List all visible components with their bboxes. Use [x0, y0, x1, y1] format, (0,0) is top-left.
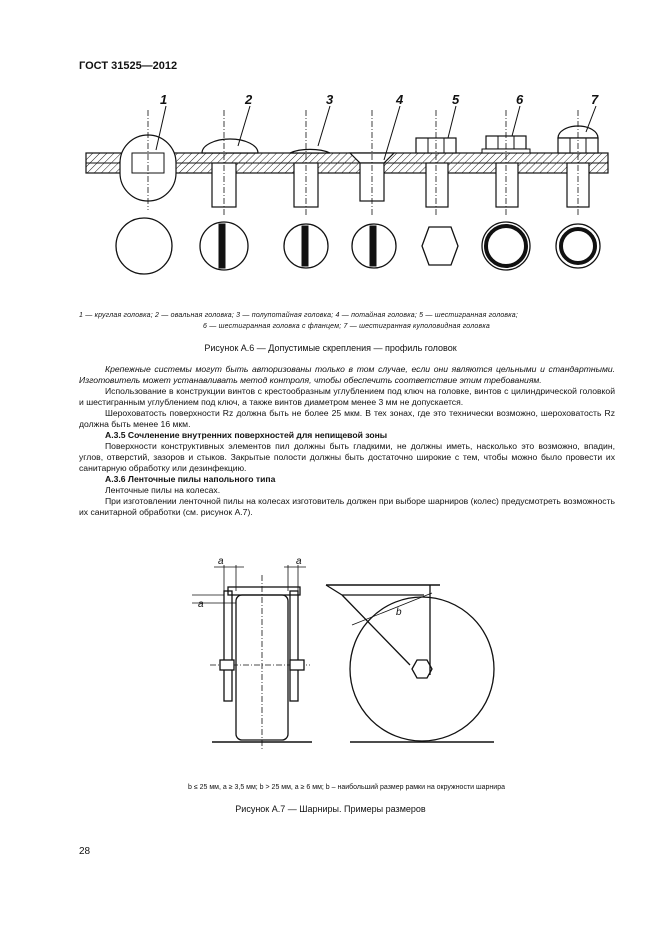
page-number: 28: [79, 846, 91, 857]
figure7-caption: Рисунок А.7 — Шарниры. Примеры размеров: [235, 804, 426, 814]
caster-side-view: [326, 585, 494, 742]
paragraph-wheels: Ленточные пилы на колесах.: [105, 485, 221, 495]
caster-front-view: [210, 575, 312, 750]
paragraph-hinges: При изготовлении ленточной пилы на колесах изготовитель должен при выборе шарниров (колес) предусмотреть возможность их санитарной обработки (см. рисунок А.7).: [79, 496, 615, 517]
figure6-number-7: 7: [591, 92, 599, 107]
figure6-legend-line1: 1 — круглая головка; 2 — овальная головка; 3 — полупотайная головка; 4 — потайная головка; 5 — шестигранная головка;: [79, 312, 519, 319]
label-a-left: a: [218, 556, 224, 567]
figure6-number-1: 1: [160, 92, 168, 107]
paragraph-fasteners: Крепежные системы могут быть авторизованы только в том случае, если они являются цельными и стандартными. Изготовитель может устанавливать метод контроля, чтобы обеспечить соответствие этим требованиям.: [79, 364, 615, 385]
dimension-a: [192, 565, 306, 603]
figure7-legend: b ≤ 25 мм, a ≥ 3,5 мм; b > 25 мм, a ≥ 6 мм; b – наибольший размер рамки на окружности шарнира: [188, 784, 505, 791]
figure6-number-4: 4: [396, 92, 404, 107]
label-b: b: [396, 607, 402, 618]
paragraph-surfaces: Поверхности конструктивных элементов пил должны быть гладкими, не должны иметь, насколько это возможно, впадин, углов, отверстий, зазоров и стыков. Закрытые полости должны быть достаточно широкие с тем, чтобы можно было провести их санитарную обработку или дезинфекцию.: [79, 441, 615, 473]
paragraph-screws: Использование в конструкции винтов с крестообразным углублением под ключ на головке, винтов с цилиндрической головкой и шестигранным углублением под ключ, а также винтов диаметром менее 3 мм не допускается.: [79, 386, 615, 407]
figure6-number-6: 6: [516, 92, 524, 107]
label-a-right: a: [296, 556, 302, 567]
screw-1-round-head: [120, 110, 176, 210]
paragraph-roughness: Шероховатость поверхности Rz должна быть не более 25 мкм. В тех зонах, где это технически возможно, шероховатость Rz должна быть менее 16 мкм.: [79, 408, 615, 429]
figure-a7-drawing: [0, 555, 661, 755]
figure6-number-2: 2: [245, 92, 253, 107]
figure6-number-5: 5: [452, 92, 460, 107]
document-code: ГОСТ 31525—2012: [79, 60, 178, 72]
figure6-caption: Рисунок А.6 — Допустимые скрепления — профиль головок: [204, 343, 457, 353]
figure6-number-3: 3: [326, 92, 334, 107]
body-text: [79, 364, 615, 518]
figure6-legend-line2: 6 — шестигранная головка с фланцем; 7 — шестигранная куполовидная головка: [203, 323, 490, 330]
heading-a36: А.3.6 Ленточные пилы напольного типа: [105, 474, 276, 484]
figure-a6-drawing: [0, 90, 661, 305]
label-a-vertical: a: [198, 599, 204, 610]
top-views: [116, 218, 600, 274]
heading-a35: А.3.5 Сочленение внутренних поверхностей для непищевой зоны: [105, 430, 388, 440]
